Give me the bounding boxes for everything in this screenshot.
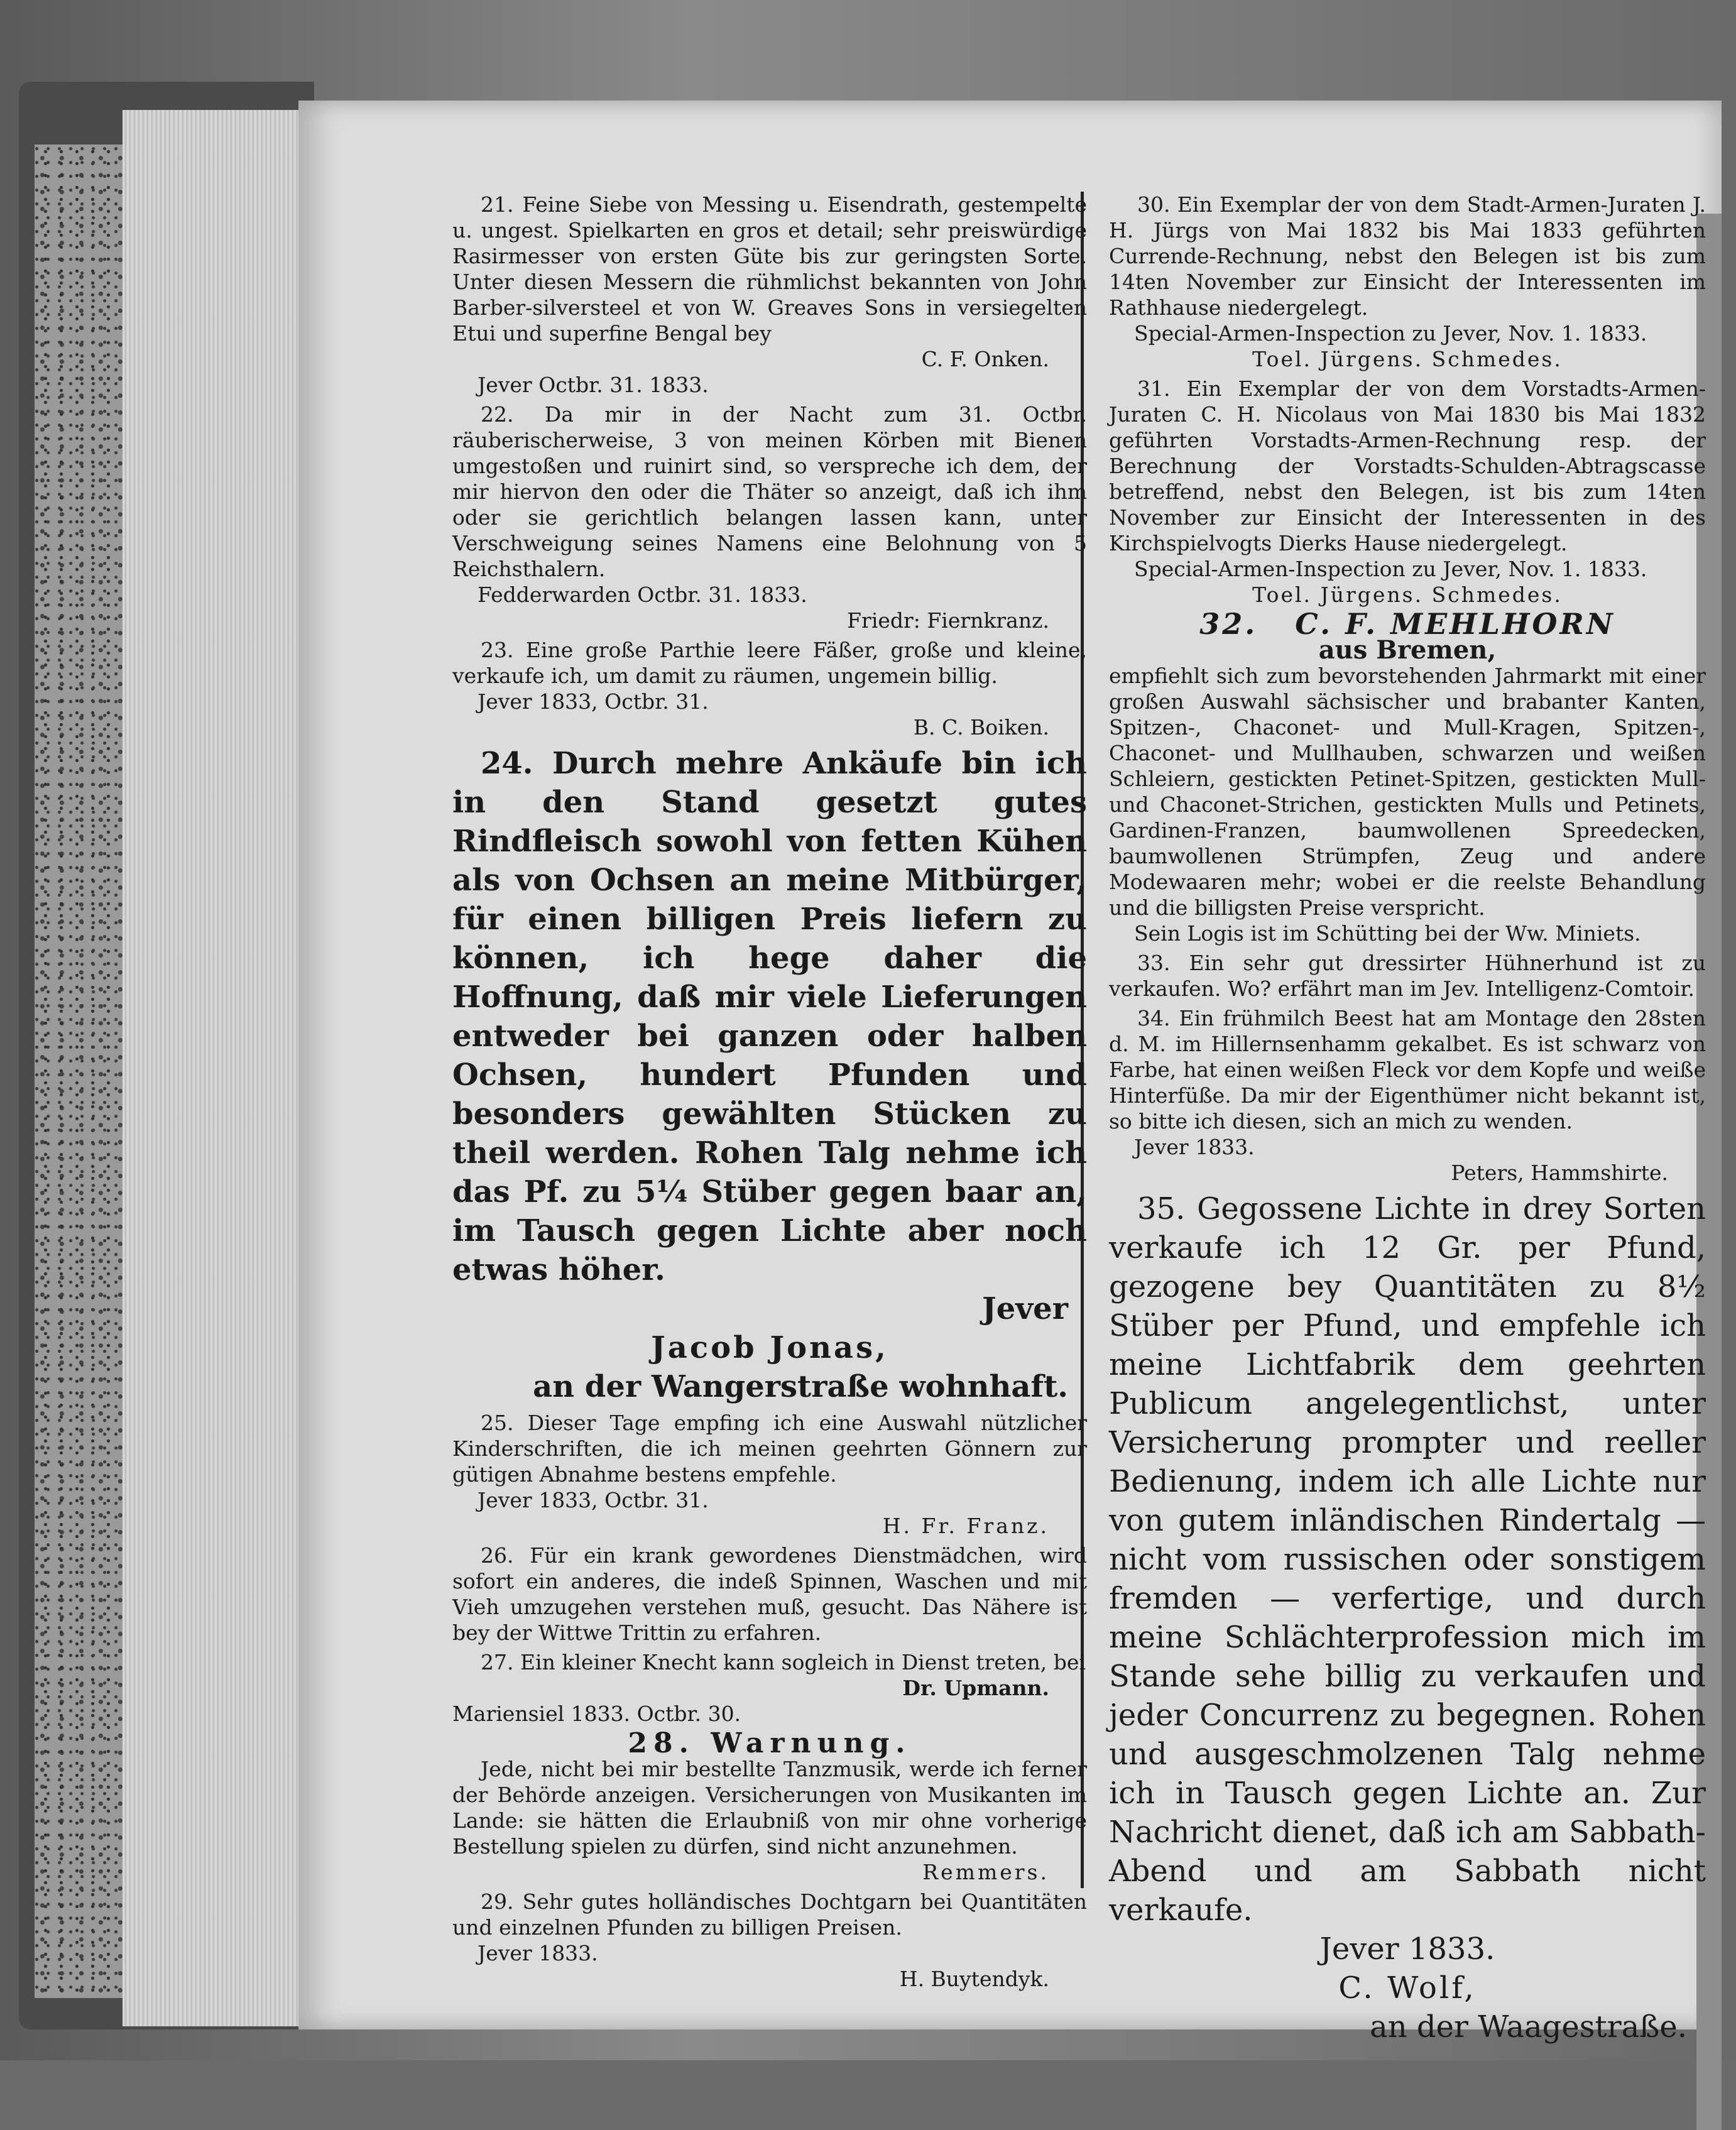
advert-25-place-date: Jever 1833, Octbr. 31.: [478, 1488, 709, 1512]
advert-31: [1109, 376, 1706, 608]
advert-35-signature: C. Wolf,: [1338, 1970, 1477, 2006]
advert-27-text: 27. Ein kleiner Knecht kann sogleich in Dienst treten, bei: [481, 1650, 1086, 1674]
advert-35-text: 35. Gegossene Lichte in drey Sorten verkaufe ich 12 Gr. per Pfund, gezogene bey Quantitäten zu 8½ Stüber per Pfund, und empfehle ich meine Lichtfabrik dem geehrten Publicum angelegentlichst, unter Versicherung prompter und reeller Bedienung, indem ich alle Lichte nur von gutem inländischen Rindertalg — nicht vom russischen oder sonstigem fremden — verfertige, und durch meine Schlächterprofession mich im Stande sehe billig zu verkaufen und jeder Concurrenz zu begegnen. Rohen und ausgeschmolzenen Talg nehme ich in Tausch gegen Lichte an. Zur Nachricht dienet, daß ich am Sabbath-Abend und am Sabbath nicht verkaufe.: [1109, 1191, 1706, 1928]
advert-27-place-date: Mariensiel 1833. Octbr. 30.: [452, 1701, 741, 1726]
advert-22: [452, 401, 1087, 633]
advert-32: [1109, 607, 1706, 946]
left-column: [452, 192, 1087, 1996]
advert-32-lodging: Sein Logis ist im Schütting bei der Ww. Miniets.: [1134, 921, 1641, 946]
advert-32-firm-name: C. F. MEHLHORN: [1295, 607, 1615, 641]
advert-30-text: 30. Ein Exemplar der von dem Stadt-Armen-Juraten J. H. Jürgs von Mai 1832 bis Mai 1833 geführten Currende-Rechnung, nebst den Belegen ist bis zum 14ten November zur Einsicht der Interessenten im Rathhause niedergelegt.: [1109, 192, 1706, 320]
advert-34-text: 34. Ein frühmilch Beest hat am Montage den 28sten d. M. im Hillernsenhamm gekalbet. Es ist schwarz von Farbe, hat einen weißen Fleck vor dem Kopfe und weiße Hinterfüße. Da mir der Eigenthümer nicht bekannt ist, so bitte ich diesen, sich an mich zu wenden.: [1109, 1006, 1706, 1133]
advert-31-office: Special-Armen-Inspection zu Jever, Nov. 1. 1833.: [1134, 557, 1647, 581]
advert-21-place-date: Jever Octbr. 31. 1833.: [478, 373, 709, 397]
advert-21-signature: C. F. Onken.: [921, 347, 1049, 371]
advert-32-firm: [1109, 607, 1706, 641]
advert-23-place-date: Jever 1833, Octbr. 31.: [478, 689, 709, 714]
advert-22-place-date: Fedderwarden Octbr. 31. 1833.: [478, 582, 807, 607]
advert-31-names: Toel. Jürgens. Schmedes.: [1252, 582, 1563, 607]
advert-28: [452, 1727, 1087, 1885]
advert-35-place-date: Jever 1833.: [1319, 1931, 1495, 1967]
advert-30-office: Special-Armen-Inspection zu Jever, Nov. 1. 1833.: [1134, 321, 1647, 346]
advert-28-title: Warnung.: [711, 1727, 912, 1759]
advert-33-text: 33. Ein sehr gut dressirter Hühnerhund ist zu verkaufen. Wo? erfährt man im Jev. Intelligenz-Comtoir.: [1109, 951, 1706, 1001]
advert-28-number: 28.: [628, 1727, 695, 1759]
advert-21: [452, 192, 1087, 398]
advert-23-text: 23. Eine große Parthie leere Fäßer, große und kleine, verkaufe ich, um damit zu räumen, ungemein billig.: [452, 638, 1087, 688]
advert-24-address: an der Wangerstraße wohnhaft.: [533, 1369, 1068, 1404]
advert-22-text: 22. Da mir in der Nacht zum 31. Octbr. räuberischerweise, 3 von meinen Körben mit Bienen umgestoßen und ruinirt sind, so verspreche ich dem, der mir hiervon den oder die Thäter so anzeigt, daß ich ihm oder sie gerichtlich belangen lassen kann, unter Verschweigung seines Namens eine Belohnung von 5 Reichsthalern.: [452, 402, 1087, 581]
advert-30: [1109, 192, 1706, 372]
advert-33: [1109, 950, 1706, 1002]
advert-27: [452, 1649, 1087, 1727]
advert-29-place-date: Jever 1833.: [478, 1941, 598, 1965]
advert-29-signature: H. Buytendyk.: [899, 1967, 1049, 1991]
advert-23: [452, 637, 1087, 740]
advert-21-text: 21. Feine Siebe von Messing u. Eisendrath, gestempelte u. ungest. Spielkarten en gros et detail; sehr preiswürdige Rasirmesser von ersten Güte bis zur geringsten Sorte. Unter diesen Messern die rühmlichst bekannten von John Barber-silversteel et von W. Greaves Sons in versiegelten Etui und superfine Bengal bey: [452, 192, 1087, 346]
right-column: [1109, 192, 1706, 2050]
advert-26-text: 26. Für ein krank gewordenes Dienstmädchen, wird sofort ein anderes, die indeß Spinnen, Waschen und mit Vieh umzugehen verstehen muß, gesucht. Das Nähere ist bey der Wittwe Trittin zu erfahren.: [452, 1543, 1087, 1645]
advert-25-text: 25. Dieser Tage empfing ich eine Auswahl nützlicher Kinderschriften, die ich meinen geehrten Gönnern zur gütigen Abnahme bestens empfehle.: [452, 1411, 1087, 1487]
advert-35-address: an der Waagestraße.: [1370, 2009, 1687, 2045]
advert-23-signature: B. C. Boiken.: [913, 715, 1049, 740]
advert-28-heading: [452, 1727, 1087, 1759]
advert-25: [452, 1410, 1087, 1539]
advert-32-origin: aus Bremen,: [1318, 635, 1497, 665]
advert-22-signature: Friedr: Fiernkranz.: [847, 608, 1049, 633]
advert-28-signature: Remmers.: [922, 1860, 1049, 1884]
advert-27-signature: Dr. Upmann.: [902, 1676, 1049, 1700]
page-edges: [123, 110, 302, 2026]
advert-32-text: empfiehlt sich zum bevorstehenden Jahrmarkt mit einer großen Auswahl sächsischer und brabanter Kanten, Spitzen-, Chaconet- und Mull-Kragen, Spitzen-, Chaconet- und Mullhauben, schwarzen und weißen Schleiern, gestickten Petinet-Spitzen, gestickten Mull- und Chaconet-Strichen, gestickten Mulls und Petinets, Gardinen-Franzen, baumwollenen Spreedecken, baumwollenen Strümpfen, Zeug und andere Modewaaren mehr; wobei er die reelste Behandlung und die billigsten Preise verspricht.: [1109, 664, 1706, 920]
advert-29-text: 29. Sehr gutes holländisches Dochtgarn bei Quantitäten und einzelnen Pfunden zu billigen Preisen.: [452, 1889, 1087, 1940]
advert-29: [452, 1889, 1087, 1992]
advert-24-text: 24. Durch mehre Ankäufe bin ich in den Stand gesetzt gutes Rindfleisch sowohl von fetten Kühen als von Ochsen an meine Mitbürger, für einen billigen Preis liefern zu können, ich hege daher die Hoffnung, daß mir viele Lieferungen entweder bei ganzen oder halben Ochsen, hundert Pfunden und besonders gewählten Stücken zu theil werden. Rohen Talg nehme ich das Pf. zu 5¼ Stüber gegen baar an, im Tausch gegen Lichte aber noch etwas höher.: [452, 746, 1087, 1287]
advert-31-text: 31. Ein Exemplar der von dem Vorstadts-Armen-Juraten C. H. Nicolaus von Mai 1830 bis Mai 1832 geführten Vorstadts-Armen-Rechnung resp. der Berechnung der Vorstadts-Schulden-Abtragscasse betreffend, nebst den Belegen, ist bis zum 14ten November zur Einsicht der Interessenten in des Kirchspielvogts Dierks Hause niedergelegt.: [1109, 376, 1706, 555]
advert-24-place: Jever: [982, 1291, 1068, 1326]
advert-35: [1109, 1189, 1706, 2046]
advert-25-signature: H. Fr. Franz.: [882, 1514, 1049, 1538]
advert-32-number: 32.: [1199, 607, 1258, 641]
advert-34: [1109, 1005, 1706, 1186]
advert-24-signature: Jacob Jonas,: [651, 1330, 888, 1365]
advert-34-signature: Peters, Hammshirte.: [1451, 1161, 1668, 1185]
advert-30-names: Toel. Jürgens. Schmedes.: [1252, 347, 1563, 371]
advert-28-text: Jede, nicht bei mir bestellte Tanzmusik, werde ich ferner der Behörde anzeigen. Versicherungen von Musikanten im Lande: sie hätten die Erlaubniß von mir ohne vorherige Bestellung spielen zu dürfen, sind nicht anzunehmen.: [452, 1757, 1087, 1859]
advert-26: [452, 1543, 1087, 1646]
advert-24: [452, 744, 1087, 1406]
advert-34-place-date: Jever 1833.: [1134, 1135, 1255, 1159]
